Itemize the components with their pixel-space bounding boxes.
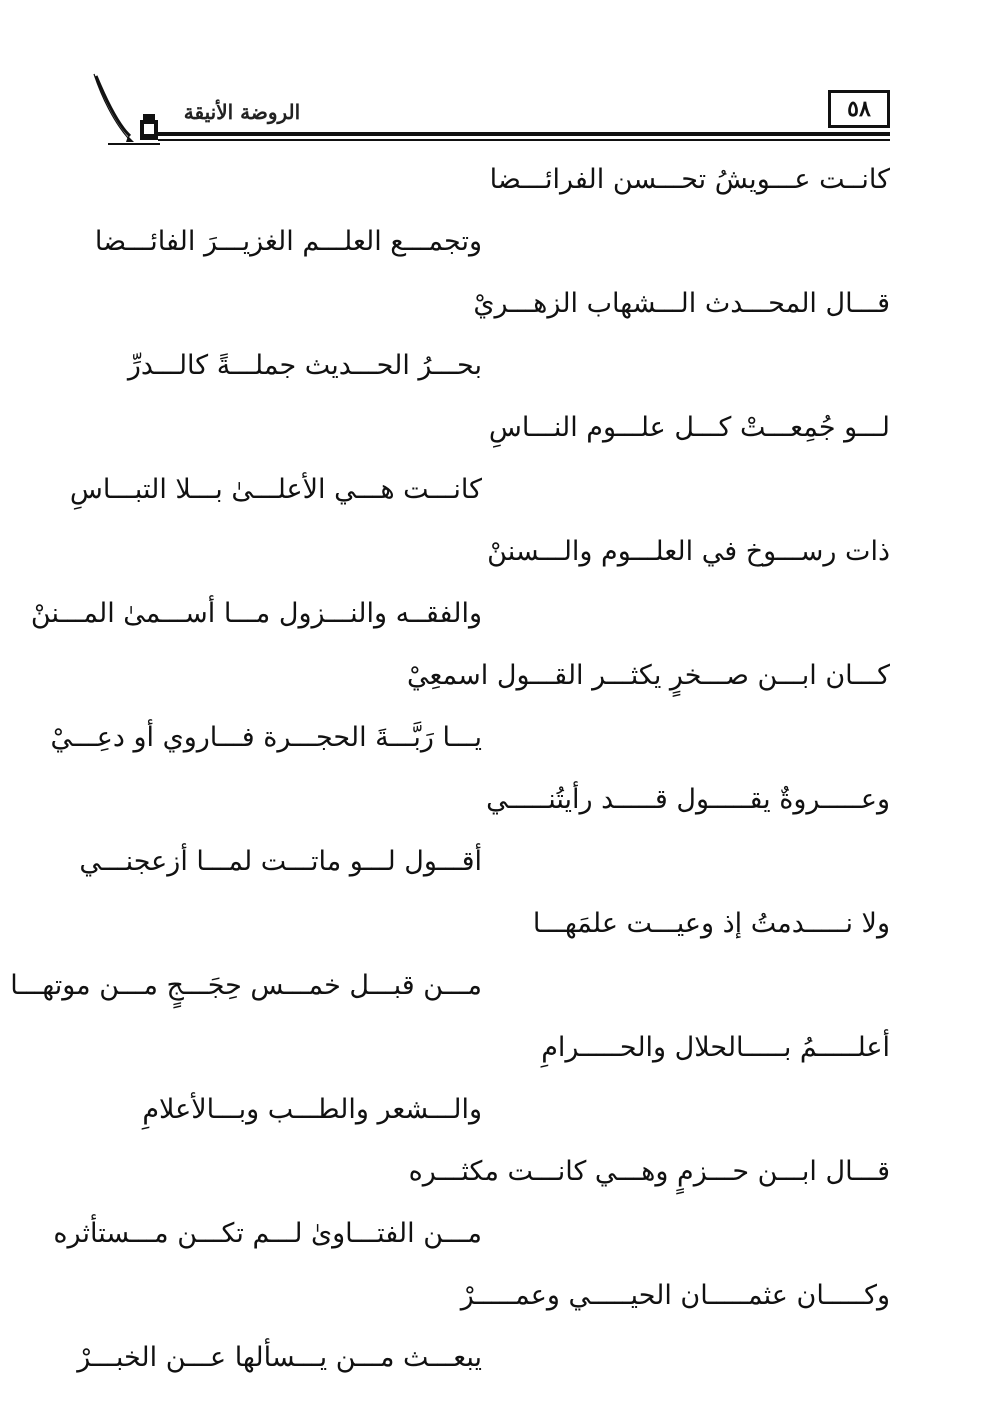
verse-hemistich: قـــال ابـــن حـــزمٍ وهـــي كانـــت مكثـــره — [408, 1156, 890, 1187]
verse-hemistich: وكـــــان عثمـــــان الحيـــــي وعمـــــرْ — [460, 1280, 890, 1311]
page-number-box — [828, 90, 890, 128]
verse-hemistich: يـــا رَبَّـــةَ الحجـــرة فـــاروي أو دعِـــيْ — [50, 722, 482, 753]
verse-hemistich: ذات رســـوخ في العلـــوم والـــسننْ — [487, 536, 890, 567]
verse-hemistich: قـــال المحـــدث الـــشهاب الزهـــريْ — [473, 288, 890, 319]
verse-hemistich: بحـــرُ الحـــديث جملـــةً كالـــدرِّ — [127, 350, 482, 381]
verse-hemistich: كانــت عـــويشُ تحـــسن الفرائـــضا — [489, 164, 890, 195]
verse-hemistich: أعلـــــمُ بـــــالحلال والحـــــرامِ — [541, 1032, 890, 1063]
verse-hemistich: ولا نـــــدمتُ إذ وعيـــت علمَهـــا — [532, 908, 890, 939]
verse-hemistich: كانـــت هـــي الأعلـــىٰ بـــلا التبـــاسِ — [69, 474, 482, 505]
quill-inkwell-icon — [88, 70, 168, 150]
header-rule-thick — [158, 132, 890, 136]
verse-hemistich: أقـــول لـــو ماتـــت لمـــا أزعجنـــي — [79, 846, 482, 877]
header-rule-thin — [158, 139, 890, 141]
verse-hemistich: والـــشعر والطـــب وبـــالأعلامِ — [142, 1094, 482, 1125]
verse-hemistich: وتجمـــع العلـــم الغزيـــرَ الفائـــضا — [94, 226, 482, 257]
verse-hemistich: لـــو جُمِعـــتْ كـــل علـــوم النـــاسِ — [488, 412, 890, 443]
verse-hemistich: وعـــــروةٌ يقـــــول قـــــد رأيتُنـــــي — [486, 784, 890, 815]
book-title: الروضة الأنيقة — [183, 100, 301, 124]
verse-hemistich: والفقــه والنـــزول مـــا أســـمىٰ المـــننْ — [30, 598, 482, 629]
page-number: ٥٨ — [847, 96, 871, 122]
verse-hemistich: كـــان ابـــن صـــخرٍ يكثـــر القـــول اسمعِيْ — [407, 660, 890, 691]
verse-hemistich: مـــن الفتـــاوىٰ لـــم تكـــن مـــستأثره — [53, 1218, 482, 1249]
verse-hemistich: مـــن قبـــل خمـــس حِجَـــجٍ مـــن موتهـــا — [10, 970, 482, 1001]
verse-hemistich: يبعـــث مـــن يـــسألها عـــن الخبـــرْ — [77, 1342, 482, 1373]
